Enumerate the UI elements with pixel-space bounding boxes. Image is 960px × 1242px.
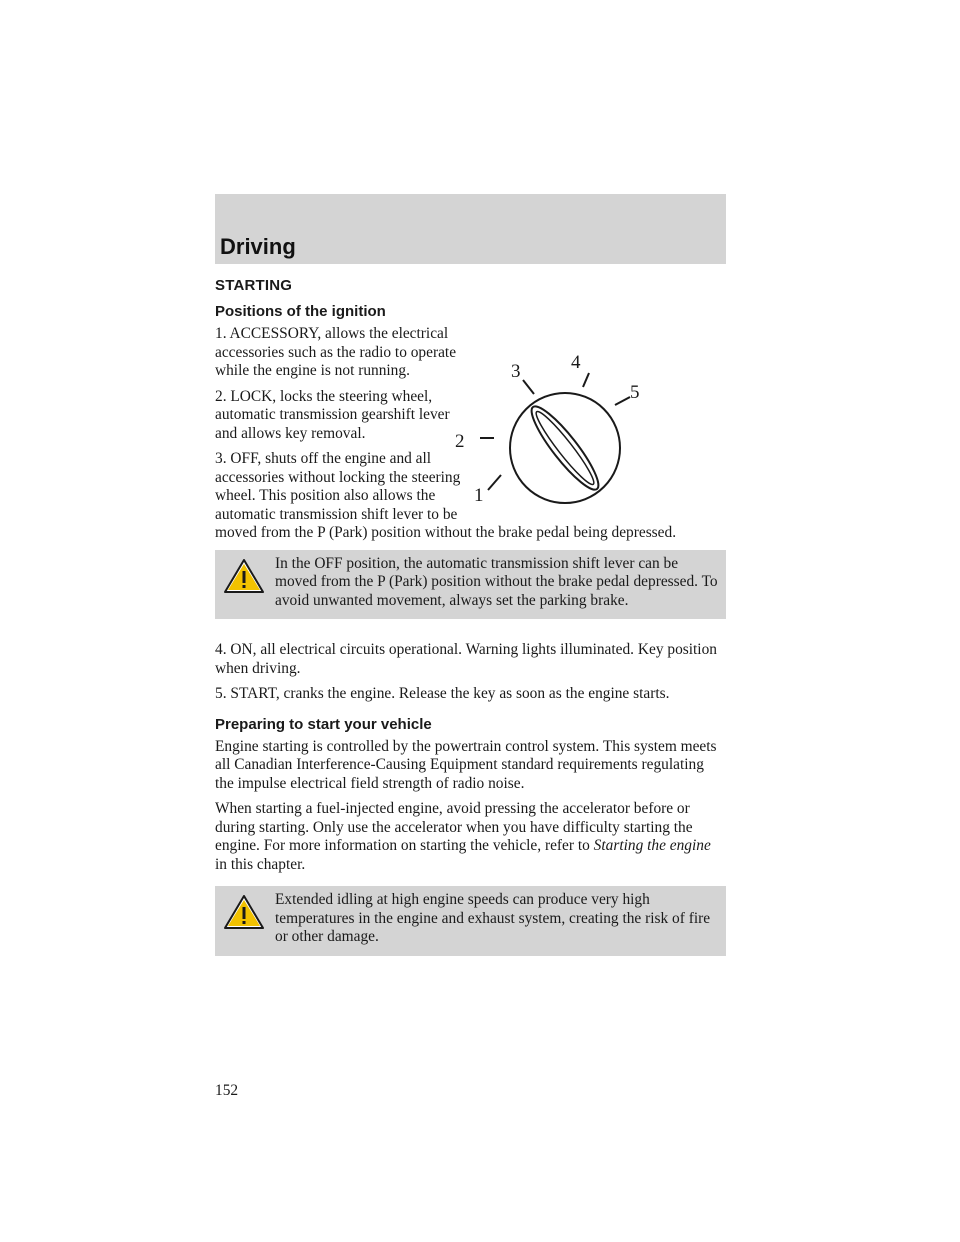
paragraph-text-start: When starting a fuel-injected engine, avoid pressing the accelerator before or during starting. Only use the accelerator when you have difficulty starting the engine. For more information on starting the vehicle, refer to xyxy=(215,800,693,854)
chapter-title: Driving xyxy=(220,234,296,259)
paragraph-text-end: in this chapter. xyxy=(215,855,306,873)
ignition-position-4: 4. ON, all electrical circuits operational. Warning lights illuminated. Key position when driving. xyxy=(215,641,717,677)
warning-text-off-position: In the OFF position, the automatic transmission shift lever can be moved from the P (Park) position without the brake pedal depressed. To avoid unwanted movement, always set the parking brake. xyxy=(275,554,718,609)
diagram-label-1: 1 xyxy=(474,485,484,506)
cross-reference-starting-the-engine: Starting the engine xyxy=(593,837,711,854)
diagram-label-4: 4 xyxy=(571,352,581,373)
warning-icon xyxy=(223,558,265,594)
diagram-label-2: 2 xyxy=(455,431,465,452)
warning-icon xyxy=(223,894,265,930)
subheading-preparing-to-start: Preparing to start your vehicle xyxy=(215,715,432,733)
diagram-label-3: 3 xyxy=(511,361,521,382)
warning-box-off-position xyxy=(215,550,726,620)
subheading-ignition-positions: Positions of the ignition xyxy=(215,303,386,320)
ignition-position-3: 3. OFF, shuts off the engine and all accessories without locking the steering wheel. This position also allows the automatic transmission shift lever to be moved from the P (Park) position without the brake pedal being depressed. xyxy=(215,450,677,541)
warning-text-extended-idling: Extended idling at high engine speeds can produce very high temperatures in the engine and exhaust system, creating the risk of fire or other damage. xyxy=(275,891,711,945)
paragraph-powertrain-control: Engine starting is controlled by the powertrain control system. This system meets all Canadian Interference-Causing Equipment standard requirements regulating the impulse electrical field strength of radio noise. xyxy=(215,737,717,792)
ignition-positions-diagram xyxy=(455,307,726,507)
ignition-position-1: 1. ACCESSORY, allows the electrical accessories such as the radio to operate while the engine is not running. xyxy=(215,325,457,379)
diagram-label-5: 5 xyxy=(630,382,640,403)
ignition-position-5: 5. START, cranks the engine. Release the key as soon as the engine starts. xyxy=(215,685,670,702)
chapter-header-band xyxy=(215,194,726,264)
warning-box-extended-idling xyxy=(215,886,726,956)
page-number: 152 xyxy=(215,1082,239,1099)
ignition-position-2: 2. LOCK, locks the steering wheel, automatic transmission gearshift lever and allows key removal. xyxy=(215,387,450,442)
section-heading-starting: STARTING xyxy=(215,277,293,294)
paragraph-fuel-injected-start xyxy=(215,800,726,874)
page-content xyxy=(215,277,726,978)
